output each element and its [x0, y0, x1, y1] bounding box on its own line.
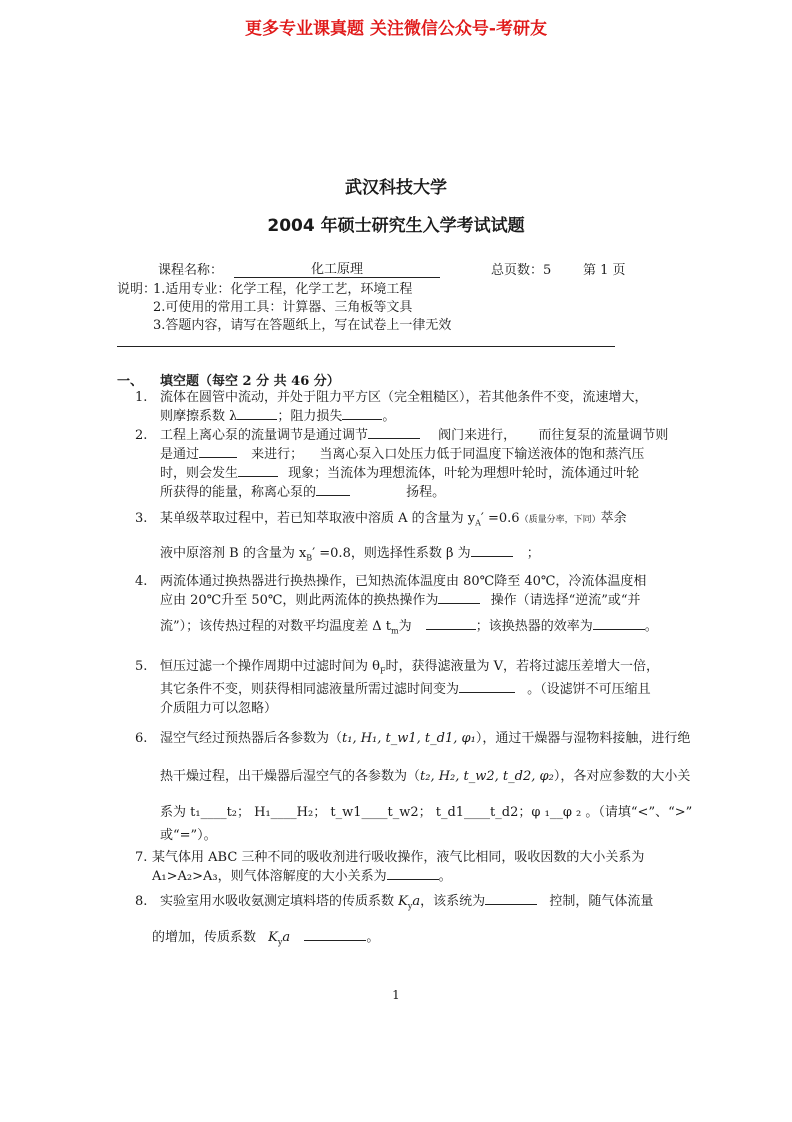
q2-text: 所获得的能量，称离心泵的	[160, 485, 317, 500]
q1-text-b: ；阻力损失	[277, 409, 343, 424]
q4-text: 。	[644, 619, 658, 634]
q6-text: 湿空气经过预热器后各参数为（	[160, 731, 343, 746]
total-pages: 总页数：5	[491, 263, 552, 278]
q2-text: 当离心泵入口处压力低于同温度下输送液体的饱和蒸汽压	[319, 447, 645, 462]
answer-blank	[238, 464, 278, 477]
q2-text: 扬程。	[406, 485, 446, 500]
question-1-line-1: 流体在圆管中流动，并处于阻力平方区（完全粗糙区），若其他条件不变，流速增大，	[160, 390, 648, 405]
page-number: 1	[392, 988, 400, 1002]
university-name: 武汉科技大学	[345, 178, 447, 198]
q1-text-c: 。	[382, 409, 396, 424]
answer-blank	[237, 407, 277, 420]
answer-blank	[471, 544, 513, 557]
question-4-number: 4.	[135, 574, 148, 589]
question-6-number: 6.	[135, 731, 148, 746]
q8-subscript: y	[277, 937, 283, 947]
answer-blank	[316, 483, 350, 496]
q8-text: 实验室用水吸收氨测定填料塔的传质系数	[160, 894, 395, 909]
section-number: 一、	[117, 374, 144, 389]
question-8-line-1	[160, 892, 653, 916]
answer-blank	[438, 591, 480, 604]
question-6-line-3: 系为 t₁____t₂； H₁____H₂； t_w1____t_w2； t_d1____t_d2；φ ₁__φ ₂ 。（请填“<”、“>”	[160, 805, 693, 820]
q8-text: 控制，随气体流量	[549, 894, 654, 909]
q6-text: 热干燥过程，出干燥器后湿空气的各参数为（	[160, 769, 421, 784]
page-indicator: 第 1 页	[583, 263, 626, 278]
question-5-line-1	[160, 657, 659, 681]
answer-blank	[368, 426, 420, 439]
course-label: 课程名称：	[158, 263, 224, 278]
course-name-field	[234, 258, 440, 278]
q8-variable: K	[398, 894, 408, 909]
q5-text: 。（设滤饼不可压缩且	[527, 682, 651, 697]
q3-text: ′ =0.8，则选择性系数 β 为	[312, 546, 471, 561]
q8-text: 的增加，传质系数	[152, 930, 257, 945]
question-3-line-1	[160, 509, 627, 533]
q3-note: （质量分率，下同）	[519, 515, 601, 525]
q6-text: ），通过干燥器与湿物料接触，进行绝	[475, 731, 691, 746]
q3-text: 液中原溶剂 B 的含量为 x	[160, 546, 307, 561]
q4-text: 流”）；该传热过程的对数平均温度差 Δ t	[160, 619, 392, 634]
answer-blank	[387, 867, 439, 880]
q5-text: 时，获得滤液量为 V，若将过滤压差增大一倍，	[385, 659, 660, 674]
section-title: 填空题（每空 2 分 共 46 分）	[160, 374, 340, 389]
note-2: 2.可使用的常用工具：计算器、三角板等文具	[153, 300, 413, 315]
q8-variable: a	[282, 930, 291, 945]
q6-variables: t₁, H₁, t_w1, t_d1, φ₁	[342, 731, 476, 746]
q4-text: ；该换热器的效率为	[475, 619, 593, 634]
notes-label: 说明：	[117, 282, 157, 297]
q2-text: 是通过	[160, 447, 200, 462]
question-6-line-4: 或“=”）。	[160, 828, 217, 843]
q3-text: ′ =0.6	[480, 511, 520, 526]
q2-text: 工程上离心泵的流量调节是通过调节	[160, 428, 369, 443]
course-name: 化工原理	[234, 258, 440, 278]
q3-text: 萃余	[600, 511, 627, 526]
q2-text: 来进行；	[251, 447, 304, 462]
q3-subscript: A	[475, 518, 481, 528]
q1-text-a: 则摩擦系数 λ	[160, 409, 238, 424]
q6-variables: t₂, H₂, t_w2, t_d2, φ₂	[420, 769, 554, 784]
q8-variable: a	[412, 894, 421, 909]
q3-subscript: B	[306, 553, 313, 563]
question-7-number: 7.	[135, 850, 148, 865]
answer-blank	[426, 617, 476, 630]
q8-variable: K	[268, 930, 278, 945]
question-5-line-2	[160, 680, 651, 700]
exam-title: 2004 年硕士研究生入学考试试题	[267, 216, 525, 236]
question-8-line-2	[152, 928, 379, 952]
q4-text: 操作（请选择“逆流”或“并	[490, 593, 641, 608]
question-7-line-1: 某气体用 ABC 三种不同的吸收剂进行吸收操作，液气比相同，吸收因数的大小关系为	[152, 850, 645, 865]
q4-subscript: m	[391, 626, 399, 636]
q2-text: 现象；当流体为理想流体，叶轮为理想叶轮时，流体通过叶轮	[288, 466, 640, 481]
answer-blank	[342, 407, 382, 420]
question-6-line-1	[160, 729, 690, 749]
question-6-line-2	[160, 767, 690, 787]
question-2-number: 2.	[135, 428, 148, 443]
q8-subscript: y	[407, 901, 413, 911]
answer-blank	[593, 617, 645, 630]
q8-text: 。	[366, 930, 380, 945]
question-8-number: 8.	[135, 894, 148, 909]
q8-text: ，该系统为	[420, 894, 486, 909]
answer-blank	[304, 928, 366, 941]
question-4-line-3	[160, 617, 658, 641]
q4-text: 应由 20℃升至 50℃，则此两流体的换热操作为	[160, 593, 439, 608]
header-divider	[117, 346, 615, 347]
question-1-number: 1.	[135, 390, 148, 405]
question-3-number: 3.	[135, 511, 148, 526]
answer-blank	[485, 892, 537, 905]
q5-subscript: F	[379, 666, 386, 676]
question-7-line-2	[152, 867, 452, 887]
note-1: 1.适用专业：化学工程，化学工艺，环境工程	[153, 282, 413, 297]
q5-text: 恒压过滤一个操作周期中过滤时间为 θ	[160, 659, 380, 674]
question-2-line-3	[160, 464, 639, 484]
note-3: 3.答题内容，请写在答题纸上，写在试卷上一律无效	[153, 318, 452, 333]
q5-text: 其它条件不变，则获得相同滤液量所需过滤时间变为	[160, 682, 460, 697]
q4-text: 为	[398, 619, 412, 634]
answer-blank	[199, 445, 237, 458]
promo-banner: 更多专业课真题 关注微信公众号-考研友	[245, 19, 547, 39]
question-4-line-2	[160, 591, 641, 611]
q2-text: 时，则会发生	[160, 466, 239, 481]
q7-text: A₁>A₂>A₃，则气体溶解度的大小关系为	[152, 869, 387, 884]
question-4-line-1: 两流体通过换热器进行换热操作，已知热流体温度由 80℃降至 40℃，冷流体温度相	[160, 574, 647, 589]
q2-text: 而往复泵的流量调节则	[538, 428, 669, 443]
question-5-line-3: 介质阻力可以忽略）	[160, 701, 278, 716]
q3-text: 某单级萃取过程中，若已知萃取液中溶质 A 的含量为 y	[160, 511, 476, 526]
question-2-line-1	[160, 426, 668, 446]
question-1-line-2	[160, 407, 395, 427]
q7-text: 。	[438, 869, 452, 884]
q2-text: 阀门来进行，	[438, 428, 517, 443]
question-2-line-4	[160, 483, 445, 503]
answer-blank	[459, 680, 515, 693]
question-5-number: 5.	[135, 659, 148, 674]
question-2-line-2	[160, 445, 644, 465]
question-3-line-2	[160, 544, 540, 568]
q3-text: ；	[526, 546, 540, 561]
q6-text: ），各对应参数的大小关	[553, 769, 691, 784]
